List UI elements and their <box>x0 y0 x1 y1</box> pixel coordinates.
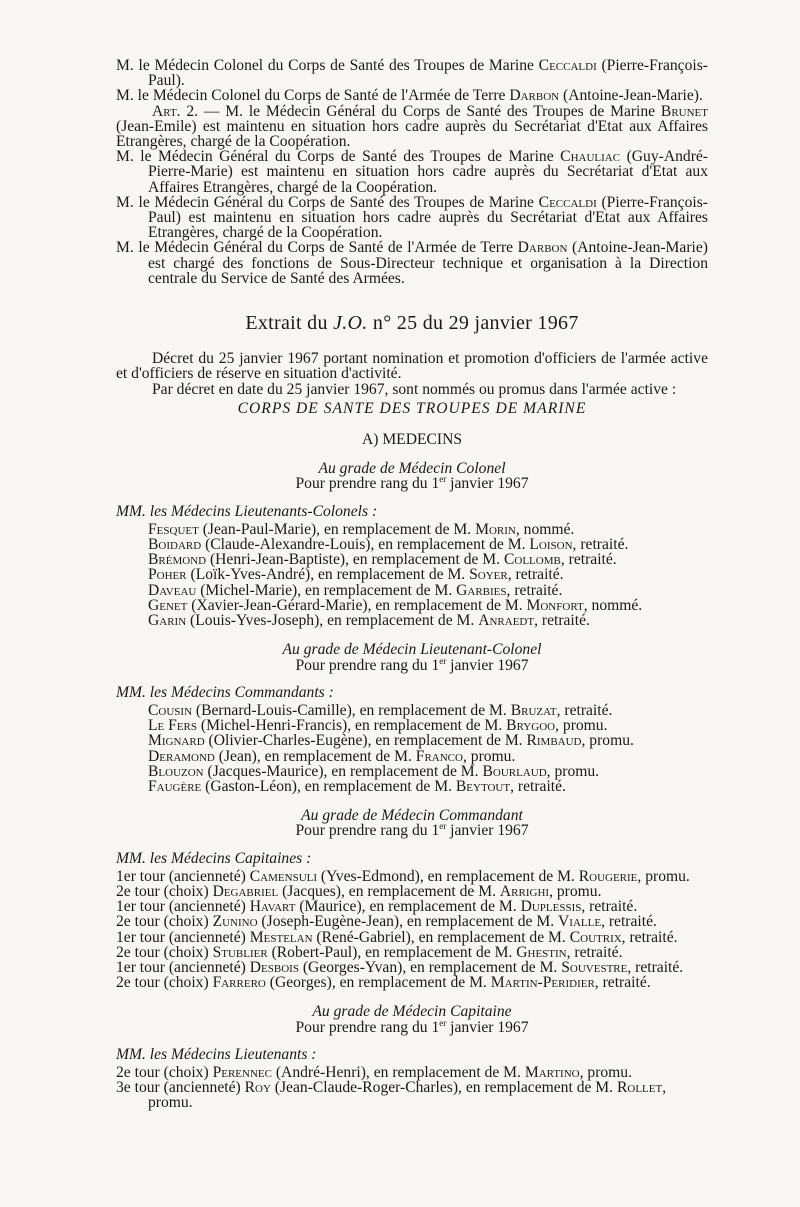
grade-title: Au grade de Médecin Lieutenant-Colonel <box>282 641 542 659</box>
list-item: 1er tour (ancienneté) Havart (Maurice), en remplacement de M. Duplessis, retraité. <box>116 898 638 916</box>
grade-title: Au grade de Médecin Commandant <box>301 807 523 825</box>
list-item: Garin (Louis-Yves-Joseph), en remplacement de M. Anraedt, retraité. <box>148 612 590 630</box>
entry-list <box>116 1065 708 1111</box>
rank-date: Pour prendre rang du 1er janvier 1967 <box>295 1017 529 1036</box>
grade-section <box>116 461 708 628</box>
top-block <box>116 58 708 104</box>
list-item: 3e tour (ancienneté) Roy (Jean-Claude-Roger-Charles), en remplacement de M. Rollet, promu. <box>116 1079 667 1112</box>
list-item: Cousin (Bernard-Louis-Camille), en remplacement de M. Bruzat, retraité. <box>148 701 613 719</box>
paragraph: M. le Médecin Colonel du Corps de Santé de l'Armée de Terre Darbon (Antoine-Jean-Marie). <box>116 87 703 105</box>
decret-intro: Décret du 25 janvier 1967 portant nomination et promotion d'officiers de l'armée active et d'officiers de réserve en situation d'activité. <box>116 350 708 383</box>
grades-list <box>116 461 708 1110</box>
list-item: 2e tour (choix) Stublier (Robert-Paul), en remplacement de M. Ghestin, retraité. <box>116 943 623 961</box>
section-title: A) MEDECINS <box>361 431 463 449</box>
list-item: Deramond (Jean), en remplacement de M. Franco, promu. <box>148 747 516 765</box>
paragraph: M. le Médecin Colonel du Corps de Santé des Troupes de Marine Ceccaldi (Pierre-François-Paul). <box>116 57 708 90</box>
paragraph: M. le Médecin Général du Corps de Santé des Troupes de Marine Chauliac (Guy-André-Pierre-Marie) est maintenu en situation hors cadre auprès du Secrétariat d'Etat aux Affaires Etrangères, chargé de la Coopération. <box>116 148 708 196</box>
list-item: 2e tour (choix) Perennec (André-Henri), en remplacement de M. Martino, promu. <box>116 1063 633 1081</box>
entry-list <box>116 522 708 628</box>
list-item: Blouzon (Jacques-Maurice), en remplacement de M. Bourlaud, promu. <box>148 762 600 780</box>
extrait-heading: Extrait du J.O. n° 25 du 29 janvier 1967 <box>245 312 579 335</box>
rank-date: Pour prendre rang du 1er janvier 1967 <box>295 474 529 493</box>
list-item: Mignard (Olivier-Charles-Eugène), en remplacement de M. Rimbaud, promu. <box>148 732 634 750</box>
list-item: 2e tour (choix) Farrero (Georges), en remplacement de M. Martin-Peridier, retraité. <box>116 974 651 992</box>
art2-block <box>116 149 708 286</box>
list-item: Le Fers (Michel-Henri-Francis), en remplacement de M. Brygoo, promu. <box>148 717 608 735</box>
list-item: 1er tour (ancienneté) Mestelan (René-Gabriel), en remplacement de M. Coutrix, retraité. <box>116 928 678 946</box>
list-item: Brémond (Henri-Jean-Baptiste), en remplacement de M. Collomb, retraité. <box>148 551 617 569</box>
decret-body: Par décret en date du 25 janvier 1967, sont nommés ou promus dans l'armée active : <box>152 380 677 398</box>
list-item: Boidard (Claude-Alexandre-Louis), en remplacement de M. Loison, retraité. <box>148 536 629 554</box>
grade-title: Au grade de Médecin Colonel <box>318 460 506 478</box>
grade-section <box>116 1004 708 1110</box>
list-item: 1er tour (ancienneté) Camensuli (Yves-Edmond), en remplacement de M. Rougerie, promu. <box>116 867 690 885</box>
list-item: Fesquet (Jean-Paul-Marie), en remplacement de M. Morin, nommé. <box>148 520 575 538</box>
article-2: Art. 2. — M. le Médecin Général du Corps de Santé des Troupes de Marine Brunet (Jean-Emile) est maintenu en situation hors cadre auprès du Secrétariat d'Etat aux Affaires Etrangères, chargé de la Coopération. <box>116 102 708 151</box>
paragraph: M. le Médecin Général du Corps de Santé de l'Armée de Terre Darbon (Antoine-Jean-Marie) est chargé des fonctions de Sous-Directeur technique et organisation à la Direction centrale du Service de Santé des Armées. <box>116 239 708 287</box>
list-item: 1er tour (ancienneté) Desbois (Georges-Yvan), en remplacement de M. Souvestre, retraité. <box>116 958 684 976</box>
grade-title: Au grade de Médecin Capitaine <box>312 1003 512 1021</box>
list-item: 2e tour (choix) Zunino (Joseph-Eugène-Jean), en remplacement de M. Vialle, retraité. <box>116 913 657 931</box>
list-item: Genet (Xavier-Jean-Gérard-Marie), en remplacement de M. Monfort, nommé. <box>148 596 643 614</box>
group-label: MM. les Médecins Lieutenants : <box>116 1045 317 1063</box>
list-item: Daveau (Michel-Marie), en remplacement de M. Garbies, retraité. <box>148 581 563 599</box>
group-label: MM. les Médecins Lieutenants-Colonels : <box>116 502 378 520</box>
paragraph: M. le Médecin Général du Corps de Santé des Troupes de Marine Ceccaldi (Pierre-François-Paul) est maintenu en situation hors cadre auprès du Secrétariat d'Etat aux Affaires Etrangères, chargé de la Coopération. <box>116 193 708 242</box>
grade-section <box>116 642 708 794</box>
rank-date: Pour prendre rang du 1er janvier 1967 <box>295 821 529 840</box>
rank-date: Pour prendre rang du 1er janvier 1967 <box>295 655 529 674</box>
list-item: 2e tour (choix) Degabriel (Jacques), en remplacement de M. Arrighi, promu. <box>116 882 602 900</box>
entry-list <box>116 869 708 991</box>
list-item: Faugère (Gaston-Léon), en remplacement de M. Beytout, retraité. <box>148 777 566 795</box>
corps-title: CORPS DE SANTE DES TROUPES DE MARINE <box>237 399 587 417</box>
entry-list <box>116 703 708 794</box>
grade-section <box>116 808 708 990</box>
group-label: MM. les Médecins Commandants : <box>116 683 334 701</box>
list-item: Poher (Loïk-Yves-André), en remplacement de M. Soyer, retraité. <box>148 566 564 584</box>
group-label: MM. les Médecins Capitaines : <box>116 849 312 867</box>
